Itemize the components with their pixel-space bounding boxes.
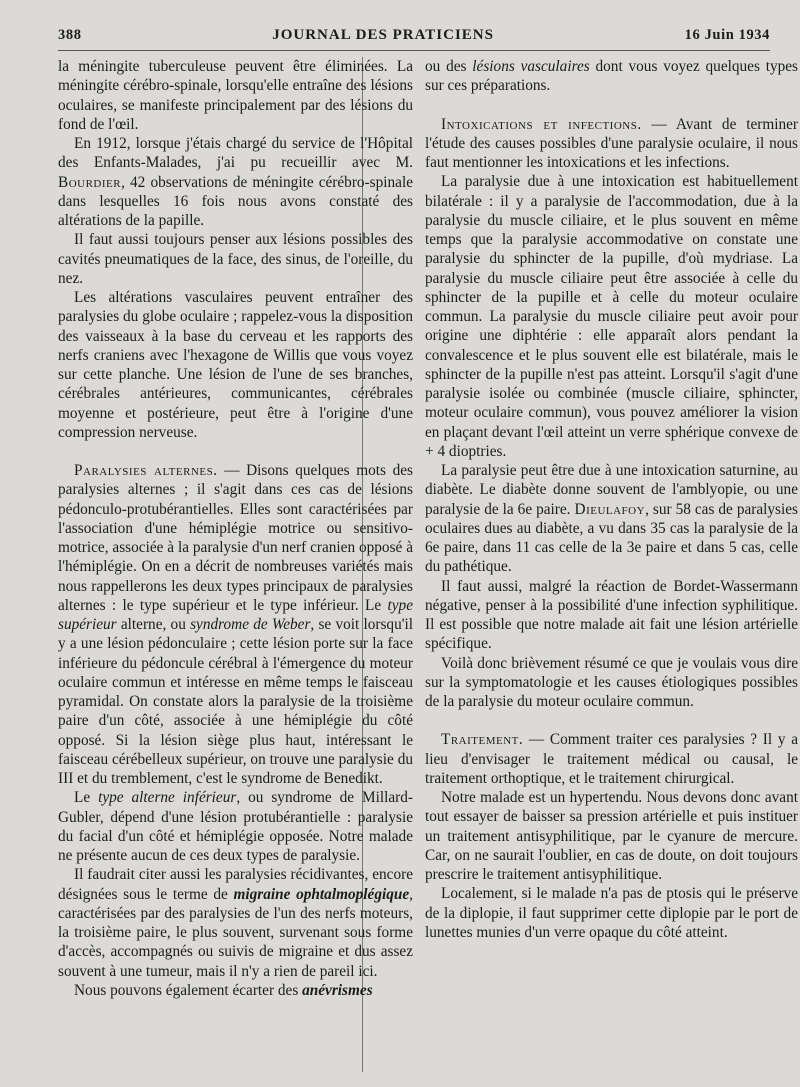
paragraph — [58, 865, 413, 981]
text: dont vous voyez quelques types sur ces préparations. — [425, 58, 798, 95]
paragraph — [58, 134, 413, 230]
text: Les altérations vasculaires peuvent entraîner des paralysies du globe oculaire ; rappelez-vous la disposition des vaisseaux à la base du cerveau et les rapports des nerfs craniens avec l'hexagone de Willis que vous voyez sur cette planche. Une lésion de l'une de ses branches, cérébrales antérieures, communicantes, cérébrales moyenne et postérieure, peut être à l'origine d'une compression nerveuse. — [58, 289, 413, 441]
author-name: Bourdier — [58, 173, 122, 191]
paragraph — [425, 57, 798, 96]
text: Il faudrait citer aussi les paralysies récidivantes, encore désignées sous le terme de — [58, 866, 413, 903]
text: La paralysie peut être due à une intoxication saturnine, au diabète. Le diabète donne souvent de l'amblyopie, ou une paralysie de la 6e paire. — [425, 462, 798, 518]
right-column — [425, 57, 798, 942]
section-heading: Traitement. — [441, 731, 524, 749]
running-header — [58, 18, 770, 51]
paragraph — [58, 57, 413, 134]
section-heading: Paralysies alternes. — [74, 462, 218, 479]
text: , sur 58 cas de paralysies oculaires dues au diabète, a vu dans 35 cas la paralysie de la 6e paire, dans 11 cas celle de la 3e paire et dans 5 cas, celle du pathétique. — [425, 500, 798, 576]
text: — Comment traiter ces paralysies ? Il y a lieu d'envisager le traitement médical ou causal, le traitement orthoptique, et le traitement chirurgical. — [425, 731, 798, 787]
journal-title: JOURNAL DES PRATICIENS — [272, 27, 494, 43]
paragraph — [425, 115, 798, 173]
text: — Disons quelques mots des paralysies alternes ; il s'agit dans ces cas de lésions pédonculo-protubérantielles. Elles sont caractérisées par l'association d'une hémiplégie motrice ou sensitivo-motrice, associée à la paralysie d'un nerf cranien opposé à l'hémiplégie. On en a décrit de nombreuses variétés mais nous rappellerons les deux types principaux de paralysies alternes : le type supérieur et le type inférieur. Le — [58, 462, 413, 614]
text: , caractérisées par des paralysies de l'un des nerfs moteurs, la troisième paire, le plus souvent, survenant sous forme d'accès, accompagnés ou suivis de migraine et dus assez souvent à une tumeur, mais il n'y a rien de pareil ici. — [58, 885, 413, 980]
text: En 1912, lorsque j'étais chargé du service de l'Hôpital des Enfants-Malades, j'ai pu recueillir avec M. — [58, 135, 413, 172]
text: La paralysie due à une intoxication est habituellement bilatérale : il y a paralysie de l'accommodation, due à la paralysie du muscle ciliaire, et le plus souvent en même temps que la paralysie accommodative on constate une paralysie du sphincter de la pupille, d'où mydriase. La paralysie du muscle ciliaire peut être associée à celle du sphincter de la pupille et à celle du moteur oculaire commun. La paralysie du muscle ciliaire peut avoir pour origine une diphtérie : elle apparaît alors pendant la convalescence et le plus souvent elle est bilatérale, mais le sphincter de la pupille n'est pas atteint. Lorsqu'il s'agit d'une paralysie isolée ou combinée (muscle ciliaire, sphincter, moteur oculaire commun), vous pouvez améliorer la vision en plaçant devant l'œil atteint un verre sphérique convexe de + 4 dioptries. — [425, 173, 798, 460]
italic-term: anévrismes — [302, 981, 373, 999]
text: la méningite tuberculeuse peuvent être éliminées. La méningite cérébro-spinale, lorsqu'elle entraîne des lésions oculaires, se manifeste principalement par des lésions du fond de l'œil. — [58, 58, 413, 133]
text: , ou syndrome de Millard-Gubler, dépend d'une lésion protubérantielle : paralysie du facial d'un côté et hémiplégie opposée. Notre malade ne présente aucun de ces deux types de paralysie. — [58, 789, 413, 864]
text: Il faut aussi, malgré la réaction de Bordet-Wassermann négative, penser à la possibilité d'une infection syphilitique. Il est possible que notre malade ait fait une lésion artérielle spécifique. — [425, 577, 798, 653]
text: , 42 observations de méningite cérébro-spinale dans lesquelles 16 fois nous avons constaté des altérations de la papille. — [58, 173, 413, 229]
paragraph — [425, 654, 798, 712]
paragraph — [425, 730, 798, 788]
page-number: 388 — [58, 27, 82, 43]
paragraph — [58, 788, 413, 865]
paragraph — [58, 288, 413, 442]
italic-term: syndrome de Weber — [190, 616, 311, 633]
article-body — [58, 57, 798, 1077]
text: Il faut aussi toujours penser aux lésions possibles des cavités pneumatiques de la face, des sinus, de l'oreille, du nez. — [58, 231, 413, 287]
text: Voilà donc brièvement résumé ce que je voulais vous dire sur la symptomatologie et les causes étiologiques possibles de la paralysie du moteur oculaire commun. — [425, 654, 798, 710]
text: — Avant de terminer l'étude des causes possibles d'une paralysie oculaire, il nous faut mentionner les intoxications et les infections. — [425, 115, 799, 171]
section-heading: Intoxications et infections. — [441, 115, 642, 133]
italic-term: lésions vasculaires — [472, 58, 590, 75]
text: , se voit lorsqu'il y a une lésion pédonculaire ; cette lésion porte sur la face inférieure du pédoncule cérébral à l'émergence du moteur oculaire commun et intéresse en même temps le faisceau pyramidal. On constate alors la paralysie de la troisième paire d'un côté, associée à une hémiplégie du côté opposé. Si la lésion siège plus haut, intéressant le faisceau cérébelleux supérieur, on trouve une paralysie du III et du tremblement, c'est le syndrome de Benedikt. — [58, 616, 413, 787]
text: Nous pouvons également écarter des — [74, 981, 303, 999]
paragraph — [425, 577, 798, 654]
paragraph — [58, 981, 413, 1000]
left-column — [58, 57, 413, 1000]
text: Localement, si le malade n'a pas de ptosis qui le préserve de la diplopie, il faut supprimer cette diplopie par le port de lunettes munies d'un verre opaque du côté atteint. — [425, 885, 798, 941]
paragraph — [425, 172, 798, 461]
paragraph — [425, 788, 798, 884]
text: Le — [74, 789, 99, 807]
paragraph — [58, 461, 413, 788]
author-name: Dieulafoy — [574, 500, 646, 518]
text: ou des — [425, 58, 473, 75]
italic-term: type alterne inférieur — [98, 789, 237, 807]
paragraph — [425, 884, 798, 942]
italic-term: type supérieur — [58, 596, 413, 633]
paragraph — [425, 461, 798, 577]
paragraph — [58, 230, 413, 288]
issue-date: 16 Juin 1934 — [684, 27, 770, 43]
text: Notre malade est un hypertendu. Nous devons donc avant tout essayer de baisser sa pression artérielle et puis instituer un traitement antisyphilitique, par le cyanure de mercure. Car, on ne saurait l'oublier, en cas de doute, on doit toujours prescrire le traitement antisyphilitique. — [425, 789, 798, 883]
text: alterne, ou — [116, 616, 191, 633]
italic-term: migraine ophtalmoplégique — [233, 885, 410, 903]
